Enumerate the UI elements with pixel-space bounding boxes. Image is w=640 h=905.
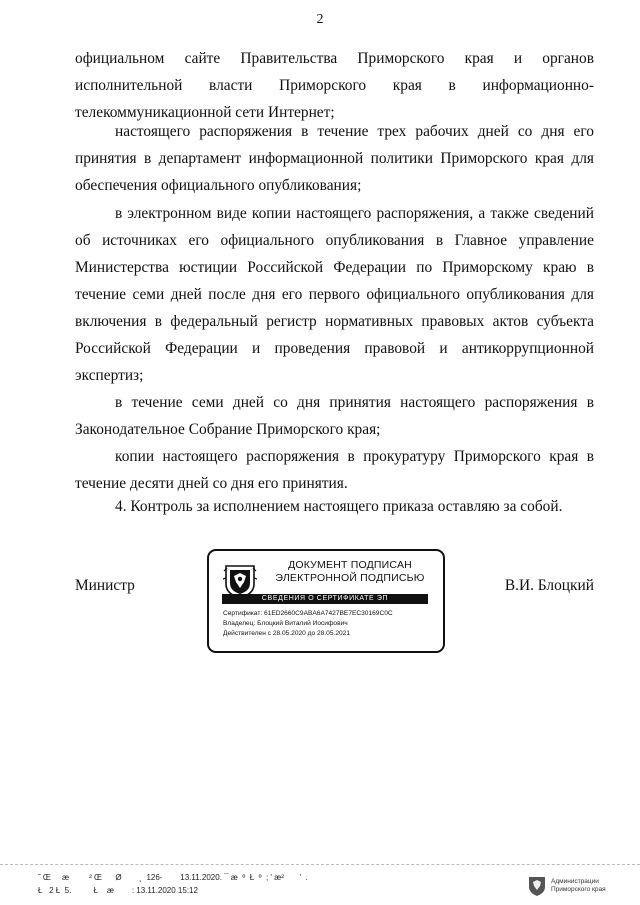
paragraph-line: телекоммуникационной сети Интернет; (75, 104, 335, 121)
paragraph-line: включения в федеральный регистр нормативных правовых актов субъекта (75, 313, 594, 330)
paragraph (75, 118, 594, 199)
paragraph (75, 443, 594, 497)
paragraph-line: Законодательное Собрание Приморского края; (75, 421, 381, 438)
paragraph-line: 4. Контроль за исполнением настоящего приказа оставляю за собой. (115, 498, 563, 515)
stamp-certificate-number: Сертификат: 61ED2660C9ABA6A7427BE7EC30169C0C (223, 610, 393, 617)
paragraph-line: об источниках его официального опубликования в Главное управление (75, 232, 594, 249)
stamp-title-line1: ДОКУМЕНТ ПОДПИСАН (288, 559, 412, 571)
logo-text-line2: Приморского края (551, 886, 606, 893)
paragraph-line: Министерства юстиции Российской Федерации по Приморскому краю в (75, 259, 594, 276)
stamp-certificate-bar: СВЕДЕНИЯ О СЕРТИФИКАТЕ ЭП (222, 594, 428, 604)
electronic-signature-stamp (207, 549, 445, 653)
paragraph-line: официальном сайте Правительства Приморского края и органов (75, 50, 594, 67)
paragraph (75, 200, 594, 389)
signatory-name: В.И. Блоцкий (504, 577, 594, 594)
paragraph-line: обеспечения официального опубликования; (75, 177, 362, 194)
paragraph-line: в электронном виде копии настоящего распоряжения, а также сведений (115, 205, 594, 222)
stamp-title (265, 559, 435, 585)
paragraph-line: экспертиз; (75, 367, 144, 384)
paragraph-line: Российской Федерации и проведения правовой и антикоррупционной (75, 340, 594, 357)
paragraph-line: в течение семи дней со дня принятия настоящего распоряжения в (115, 394, 594, 411)
paragraph-line: исполнительной власти Приморского края в информационно- (75, 77, 594, 94)
paragraph-line: принятия в департамент информационной политики Приморского края для (75, 150, 594, 167)
page-number: 2 (316, 12, 324, 27)
footer-registration-line: ˜ Œ æ ² Œ Ø ˛ 126- 13.11.2020. ¯ æ º Ł º ; ' æ² ' . (38, 873, 308, 882)
paragraph-line: течение десяти дней со дня его принятия. (75, 475, 348, 492)
paragraph-line: настоящего распоряжения в течение трех рабочих дней со дня его (115, 123, 594, 140)
stamp-validity: Действителен с 28.05.2020 до 28.05.2021 (223, 630, 351, 638)
stamp-title-line2: ЭЛЕКТРОННОЙ ПОДПИСЬЮ (275, 572, 425, 584)
footer-divider (0, 864, 640, 865)
logo-text-line1: Администрации (551, 878, 599, 885)
paragraph (75, 45, 594, 126)
stamp-owner: Владелец: Блоцкий Виталий Иосифович (223, 620, 348, 628)
paragraph-line: течение семи дней после дня его первого официального опубликования для (75, 286, 594, 303)
administration-logo-icon (527, 875, 547, 897)
footer-date-line: Ł 2 Ł 5. Ł æ : 13.11.2020 15:12 (38, 886, 198, 895)
paragraph (75, 493, 594, 520)
paragraph-line: копии настоящего распоряжения в прокуратуру Приморского края в (115, 448, 594, 465)
stamp-details (223, 609, 438, 640)
paragraph (75, 389, 594, 443)
signatory-position: Министр (75, 577, 135, 594)
administration-logo-text (551, 878, 631, 894)
